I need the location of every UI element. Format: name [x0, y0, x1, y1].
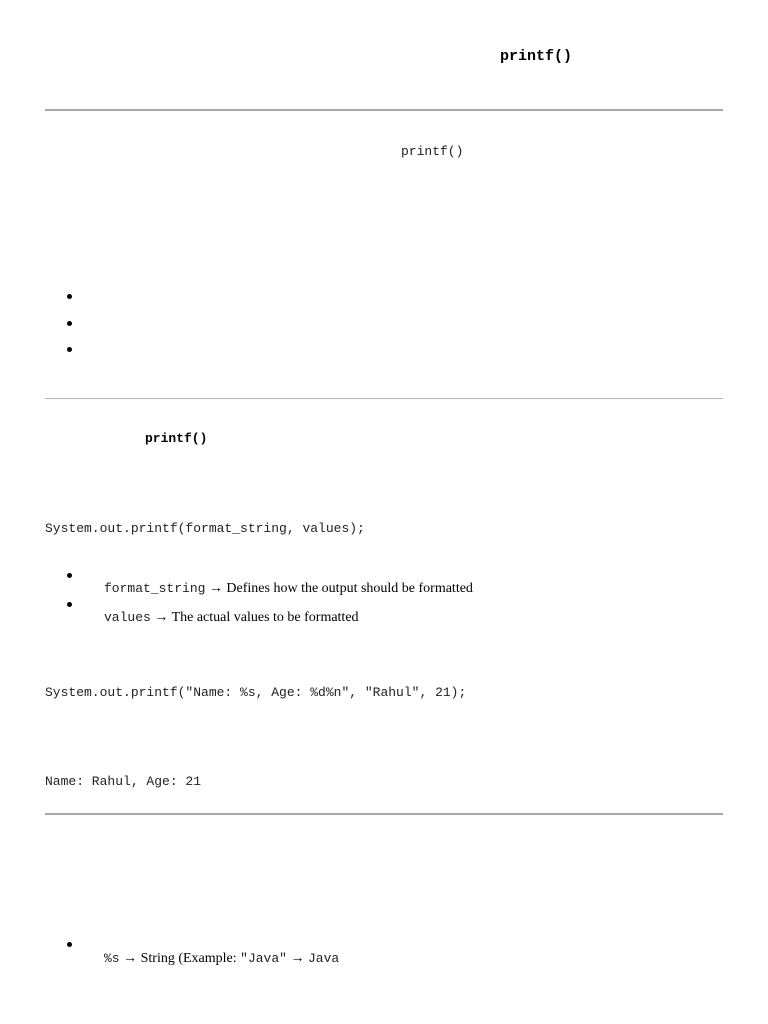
specifier-item-string: [90, 935, 339, 983]
param-item-values: [90, 594, 359, 642]
intro-inline-code: printf(): [401, 144, 464, 159]
page-title: printf(): [500, 48, 573, 65]
specifier-code: %s: [104, 951, 120, 966]
param-description: Defines how the output should be formatted: [226, 581, 473, 596]
arrow-glyph: →: [205, 581, 227, 596]
param-code: format_string: [104, 581, 206, 596]
specifier-description: String (Example:: [140, 951, 241, 966]
list-bullet: [67, 321, 72, 326]
arrow-glyph: →: [119, 951, 141, 966]
param-code: values: [104, 610, 151, 625]
syntax-heading-code: printf(): [145, 431, 208, 446]
syntax-code-line: System.out.printf(format_string, values);: [45, 521, 365, 536]
example-output-line: Name: Rahul, Age: 21: [45, 774, 202, 789]
specifier-example-code: "Java": [240, 951, 287, 966]
param-description: The actual values to be formatted: [171, 610, 359, 625]
arrow-glyph: →: [286, 951, 308, 966]
list-bullet: [67, 347, 72, 352]
list-bullet: [67, 602, 72, 607]
specifier-result-code: Java: [307, 951, 340, 966]
example-code-line: System.out.printf("Name: %s, Age: %d%n", "Rahul", 21);: [45, 685, 467, 700]
list-bullet: [67, 573, 72, 578]
divider: [45, 109, 723, 111]
list-bullet: [67, 942, 72, 947]
arrow-glyph: →: [150, 610, 172, 625]
list-bullet: [67, 294, 72, 299]
divider: [45, 398, 723, 399]
divider: [45, 813, 723, 815]
